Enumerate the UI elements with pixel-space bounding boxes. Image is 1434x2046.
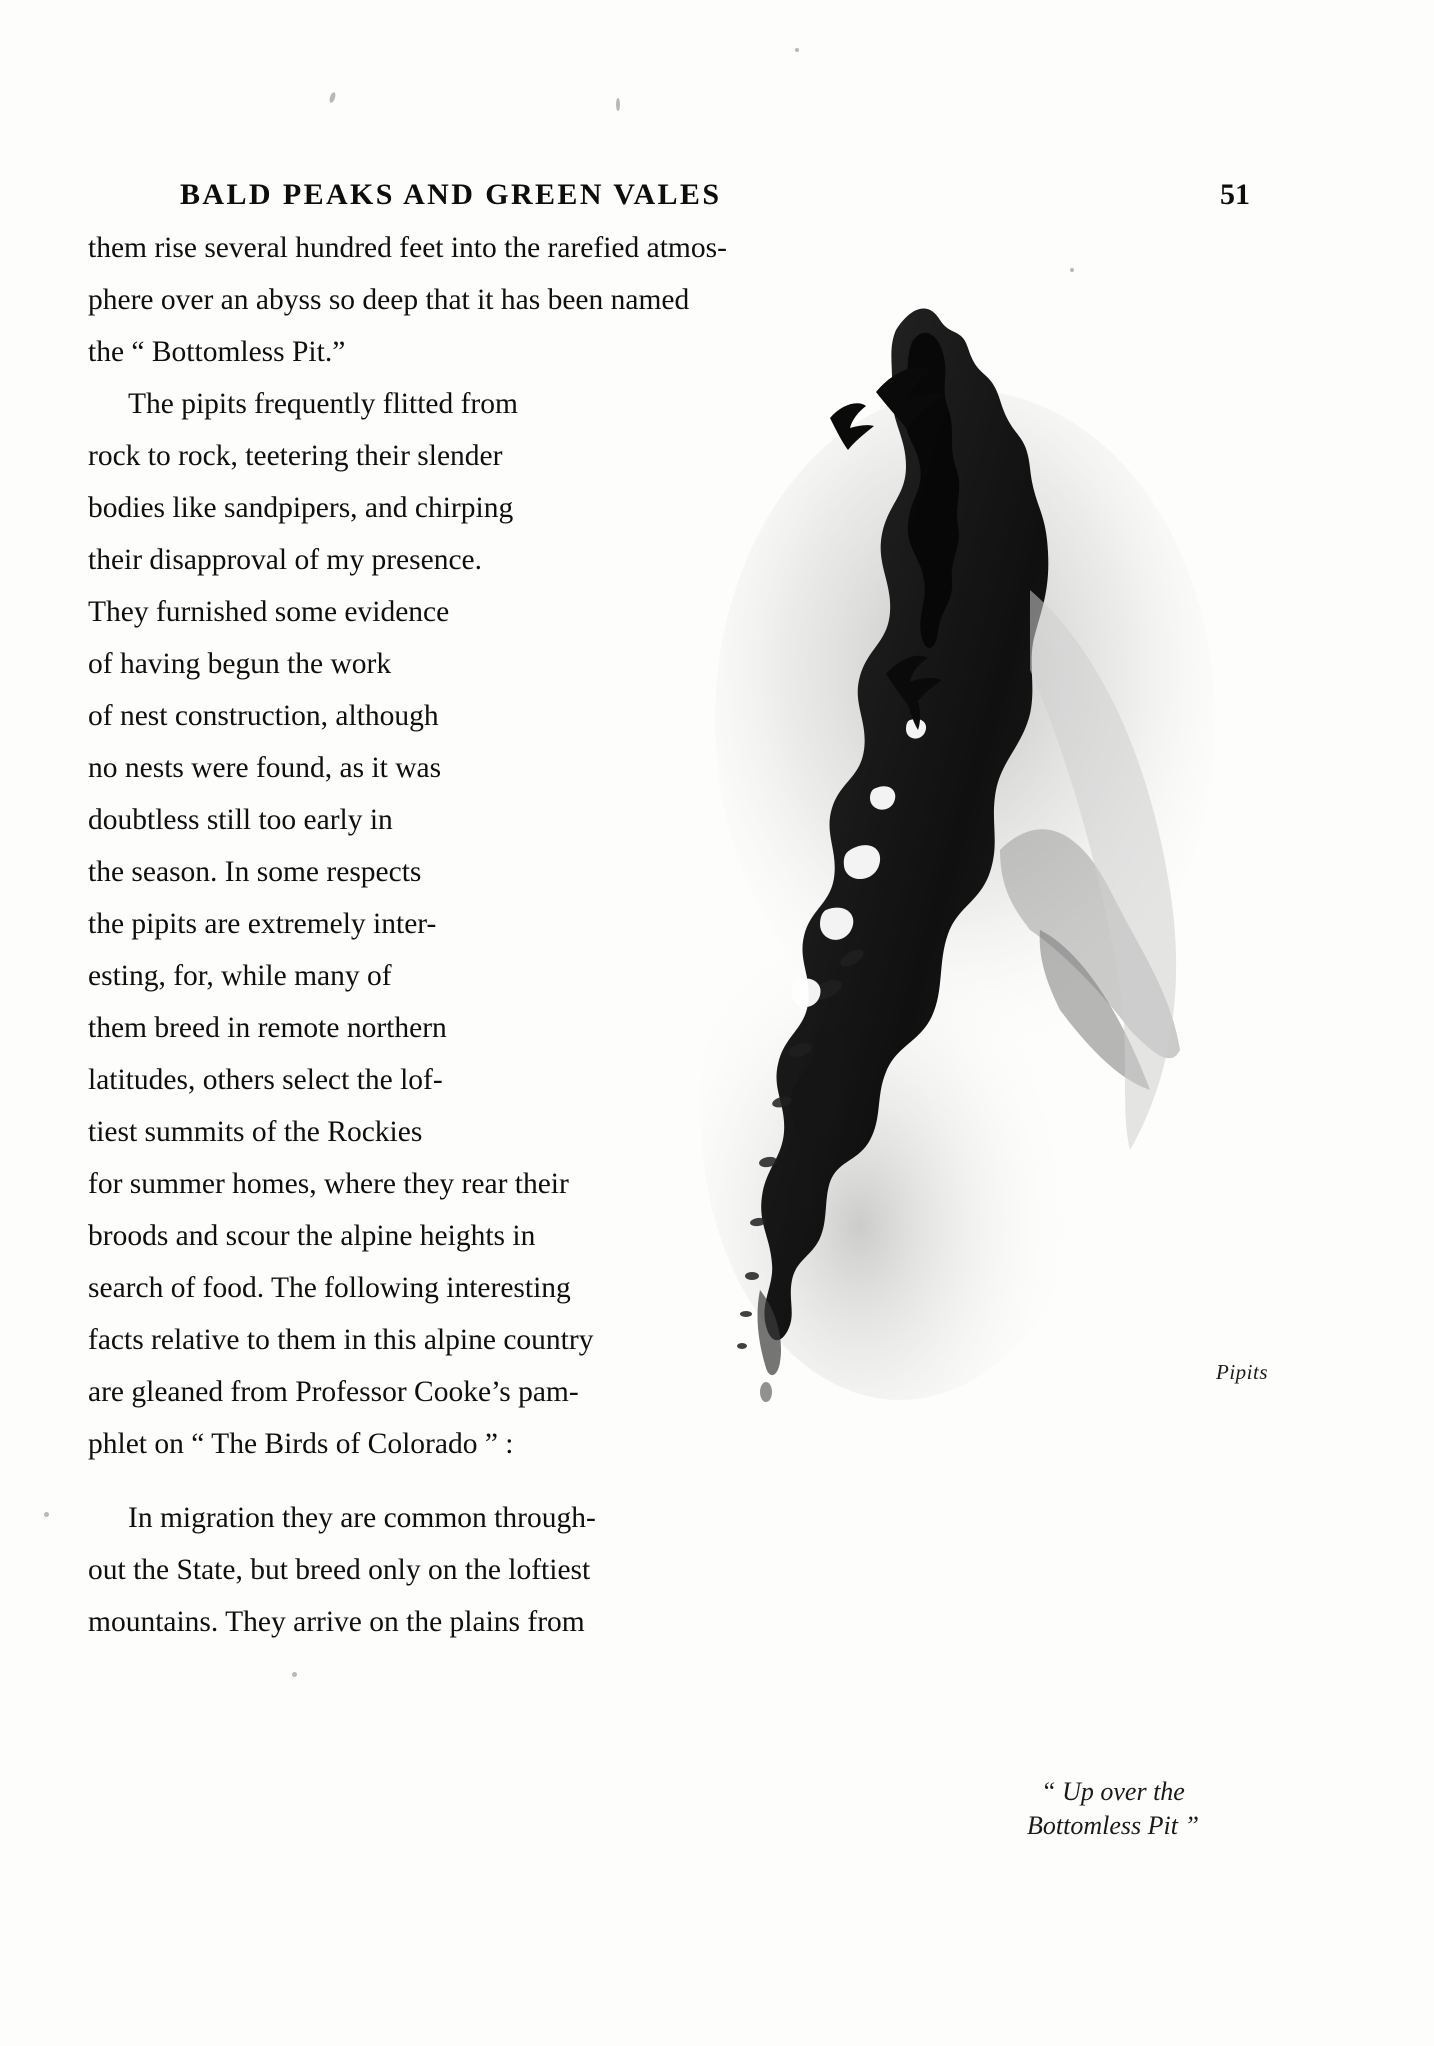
text-line: the pipits are extremely inter-: [88, 908, 437, 940]
text-line: facts relative to them in this alpine country: [88, 1324, 594, 1356]
text-line: The pipits frequently flitted from: [128, 388, 518, 420]
scan-speck: [328, 91, 336, 103]
text-line: rock to rock, teetering their slender: [88, 440, 503, 472]
text-line: search of food. The following interesting: [88, 1272, 571, 1304]
text-line: In migration they are common through-: [128, 1502, 596, 1534]
text-line: out the State, but breed only on the loftiest: [88, 1554, 591, 1586]
text-line: broods and scour the alpine heights in: [88, 1220, 536, 1252]
running-head: [180, 178, 1260, 212]
body-text: [88, 222, 1338, 1648]
text-line: them rise several hundred feet into the rarefied atmos-: [88, 232, 727, 264]
text-line: the season. In some respects: [88, 856, 422, 888]
scan-speck: [795, 48, 799, 52]
figure-caption-title-line-1: “ Up over the: [1041, 1777, 1185, 1806]
text-line: them breed in remote northern: [88, 1012, 447, 1044]
text-line: are gleaned from Professor Cooke’s pam-: [88, 1376, 579, 1408]
text-line: of nest construction, although: [88, 700, 439, 732]
text-line: They furnished some evidence: [88, 596, 450, 628]
text-line: esting, for, while many of: [88, 960, 392, 992]
text-line: the “ Bottomless Pit.”: [88, 336, 346, 368]
text-line: their disapproval of my presence.: [88, 544, 483, 576]
quotation-block: [88, 1492, 888, 1648]
text-line: tiest summits of the Rockies: [88, 1116, 423, 1148]
scan-speck: [292, 1672, 297, 1677]
text-line: of having begun the work: [88, 648, 392, 680]
text-line: latitudes, others select the lof-: [88, 1064, 443, 1096]
figure-caption-title: [948, 1775, 1278, 1843]
figure-caption-title-line-2: Bottomless Pit ”: [1027, 1811, 1199, 1840]
text-line: phere over an abyss so deep that it has been named: [88, 284, 690, 316]
text-line: no nests were found, as it was: [88, 752, 442, 784]
scan-speck: [44, 1512, 49, 1517]
scan-speck: [1070, 268, 1074, 272]
text-line: for summer homes, where they rear their: [88, 1168, 569, 1200]
page-number: 51: [1220, 178, 1250, 211]
paragraph-1: [88, 222, 1248, 378]
text-line: doubtless still too early in: [88, 804, 393, 836]
text-line: mountains. They arrive on the plains from: [88, 1606, 585, 1638]
text-line: phlet on “ The Birds of Colorado ” :: [88, 1428, 514, 1460]
text-line: bodies like sandpipers, and chirping: [88, 492, 514, 524]
page-title: BALD PEAKS AND GREEN VALES: [180, 178, 722, 211]
scan-speck: [616, 98, 620, 111]
paragraph-2: [88, 378, 1338, 1470]
figure-caption-pipits: Pipits: [1216, 1360, 1269, 1384]
